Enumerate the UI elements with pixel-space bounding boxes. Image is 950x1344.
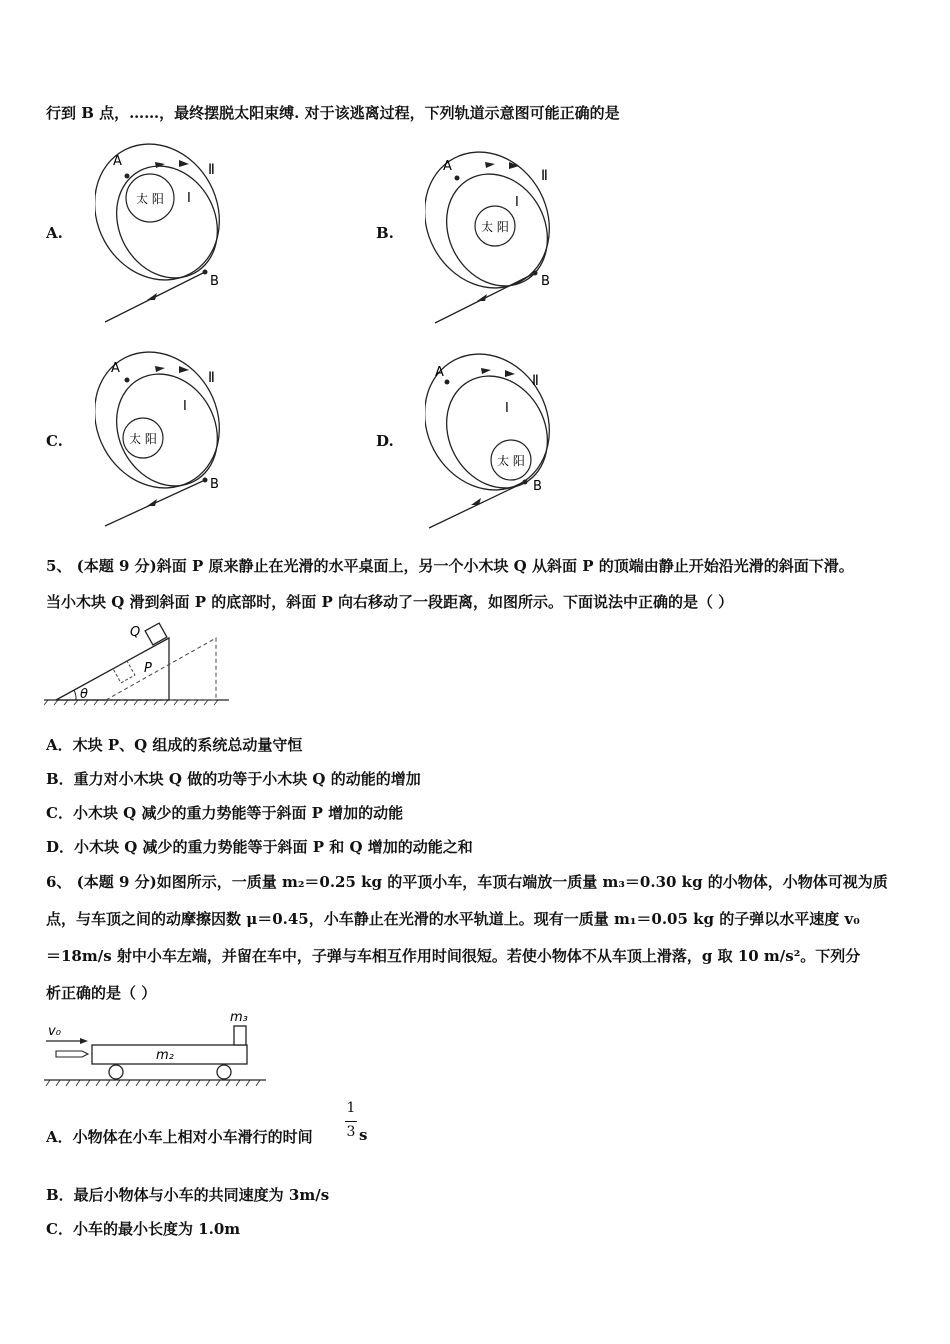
svg-text:m₂: m₂: [156, 1048, 174, 1063]
q6-line-3: ＝18m/s 射中小车左端，并留在车中，子弹与车相互作用时间很短。若使小物体不从车顶上滑落，g 取 10 m/s²。下列分: [46, 947, 861, 965]
svg-text:太 阳: 太 阳: [481, 220, 509, 234]
svg-text:太 阳: 太 阳: [129, 432, 157, 446]
q6-line-2: 点，与车顶之间的动摩擦因数 μ＝0.45，小车静止在光滑的水平轨道上。现有一质量 m₁＝0.05 kg 的子弹以水平速度 v₀: [46, 910, 860, 928]
q5-option-b: B．重力对小木块 Q 做的功等于小木块 Q 的动能的增加: [46, 770, 421, 788]
svg-text:I: I: [515, 195, 519, 210]
svg-text:Ⅱ: Ⅱ: [532, 373, 539, 389]
cart-figure: [44, 1008, 269, 1088]
q6-option-a-text: A．小物体在小车上相对小车滑行的时间: [46, 1128, 313, 1146]
q6-line-4: 析正确的是（ ）: [46, 984, 157, 1002]
svg-text:B: B: [210, 477, 219, 492]
svg-text:m₃: m₃: [230, 1010, 248, 1025]
svg-text:Q: Q: [130, 625, 141, 640]
q6-option-a-unit: s: [359, 1126, 368, 1144]
svg-text:B: B: [210, 274, 219, 289]
svg-text:A: A: [111, 361, 120, 376]
svg-text:v₀: v₀: [48, 1024, 61, 1039]
svg-text:I: I: [183, 399, 187, 414]
q6-option-a: [46, 1126, 313, 1147]
option-a-label: A.: [46, 224, 63, 242]
sun-label: 太 阳: [136, 192, 164, 206]
q5-option-a: A．木块 P、Q 组成的系统总动量守恒: [46, 736, 303, 754]
svg-text:Ⅱ: Ⅱ: [541, 168, 548, 184]
q5-line-2: 当小木块 Q 滑到斜面 P 的底部时，斜面 P 向右移动了一段距离，如图所示。下面说法中正确的是（ ）: [46, 593, 734, 611]
svg-text:B: B: [533, 479, 542, 494]
fraction-bar: [345, 1121, 357, 1122]
q5-option-c: C．小木块 Q 减少的重力势能等于斜面 P 增加的动能: [46, 804, 404, 822]
intro-line: 行到 B 点，……，最终摆脱太阳束缚. 对于该逃离过程，下列轨道示意图可能正确的是: [46, 104, 620, 122]
orbit-diagram-c: [95, 348, 235, 533]
option-c-label: C.: [46, 432, 63, 450]
svg-text:I: I: [187, 191, 191, 206]
option-b-label: B.: [376, 224, 394, 242]
fraction-denominator: 3: [346, 1124, 356, 1140]
svg-text:A: A: [443, 159, 452, 174]
svg-text:太 阳: 太 阳: [497, 454, 525, 468]
svg-text:A: A: [113, 154, 122, 169]
orbit-diagram-b: [425, 148, 565, 333]
orbit-diagram-a: [95, 140, 235, 325]
svg-text:A: A: [435, 365, 444, 380]
svg-text:P: P: [144, 661, 152, 676]
incline-figure: [44, 618, 234, 708]
fraction-numerator: 1: [346, 1100, 356, 1116]
svg-text:Ⅱ: Ⅱ: [208, 162, 215, 178]
q6-option-c: C．小车的最小长度为 1.0m: [46, 1220, 241, 1238]
option-d-label: D.: [376, 432, 394, 450]
q5-line-1: 5、 (本题 9 分)斜面 P 原来静止在光滑的水平桌面上，另一个小木块 Q 从斜面 P 的顶端由静止开始沿光滑的斜面下滑。: [46, 557, 854, 575]
svg-text:I: I: [505, 401, 509, 416]
q6-option-b: B．最后小物体与小车的共同速度为 3m/s: [46, 1186, 330, 1204]
svg-text:θ: θ: [80, 687, 88, 702]
svg-text:Ⅱ: Ⅱ: [208, 370, 215, 386]
svg-text:B: B: [541, 274, 550, 289]
q6-line-1: 6、 (本题 9 分)如图所示，一质量 m₂＝0.25 kg 的平顶小车，车顶右端放一质量 m₃＝0.30 kg 的小物体，小物体可视为质: [46, 873, 888, 891]
orbit-diagram-d: [425, 350, 565, 535]
q5-option-d: D．小木块 Q 减少的重力势能等于斜面 P 和 Q 增加的动能之和: [46, 838, 473, 856]
